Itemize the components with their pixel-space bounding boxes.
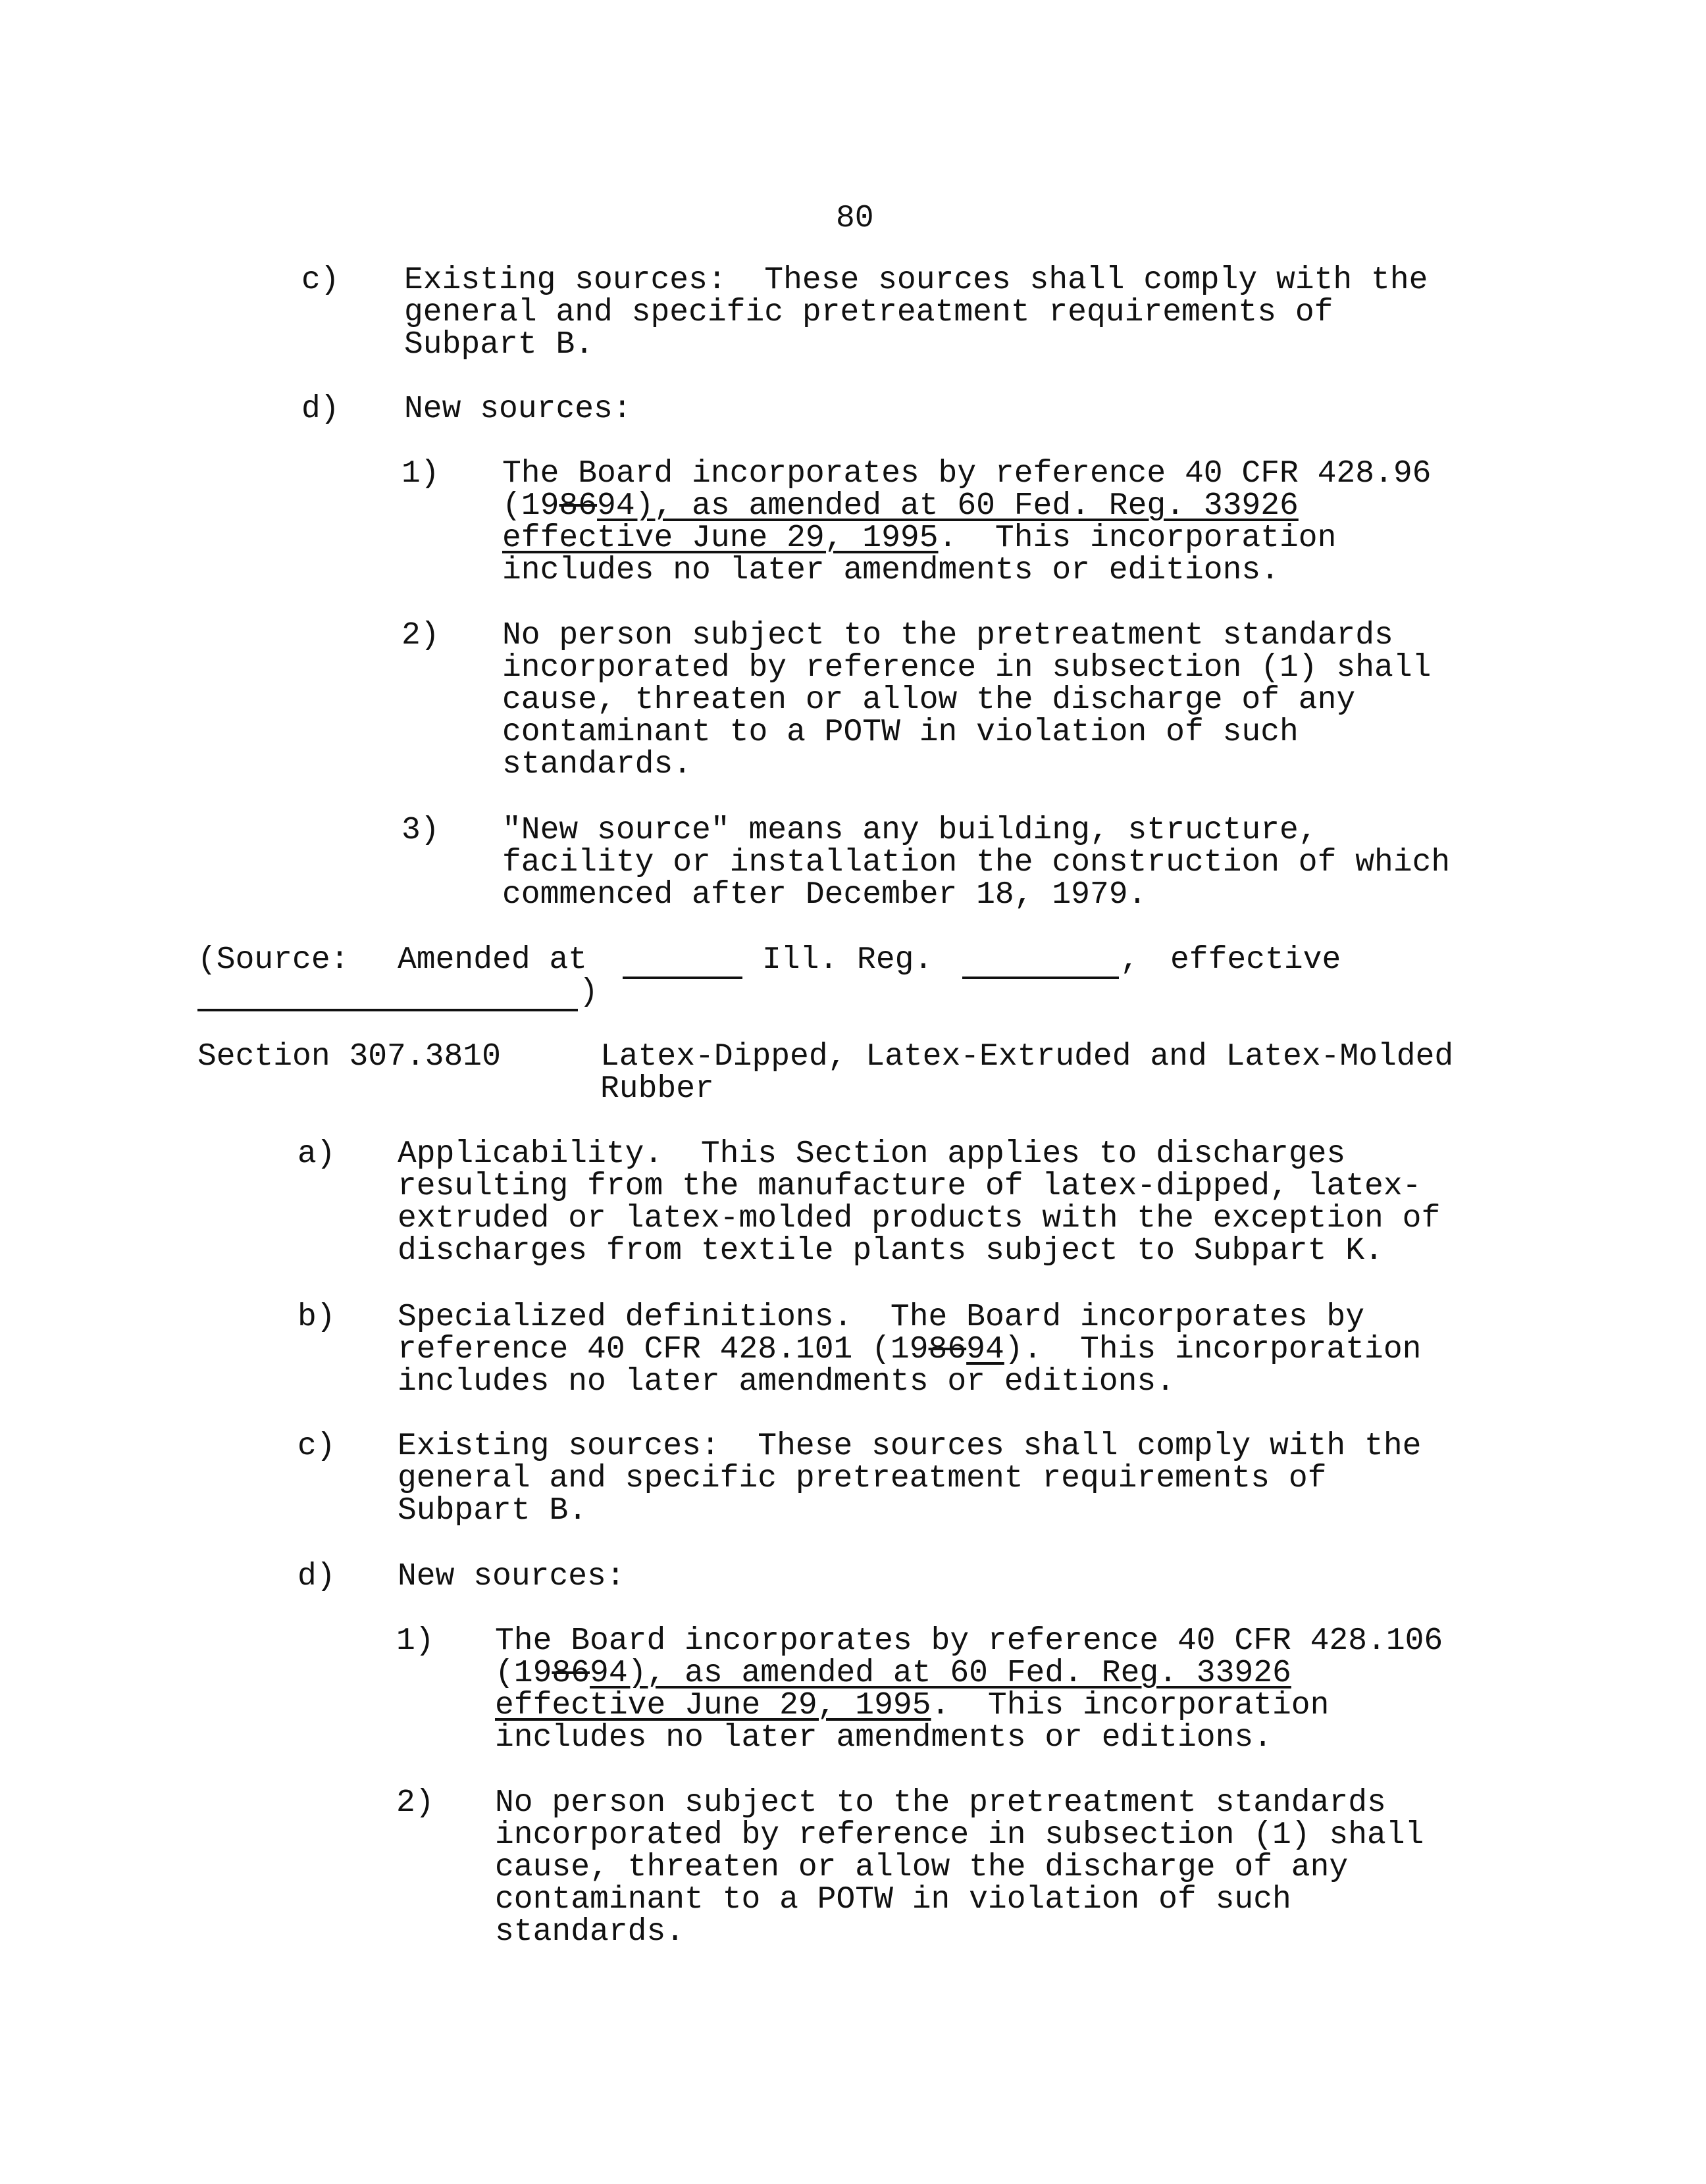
deleted-text: 86 bbox=[552, 1656, 590, 1691]
source-note-close: ) bbox=[579, 975, 598, 1010]
text-segment: ). This incorporation bbox=[1004, 1332, 1422, 1367]
item-c-text bbox=[404, 265, 1428, 361]
item-d-marker: d) bbox=[297, 1559, 336, 1594]
subitem-1-text bbox=[495, 1625, 1443, 1754]
subitem-2-marker: 2) bbox=[396, 1785, 434, 1821]
item-d-heading: New sources: bbox=[404, 392, 632, 427]
subitem-3-marker: 3) bbox=[401, 813, 440, 848]
text-line: standards. bbox=[502, 747, 692, 782]
text-segment: . This incorporation bbox=[938, 521, 1337, 556]
deleted-text: 86 bbox=[928, 1332, 967, 1367]
subitem-1-marker: 1) bbox=[401, 456, 440, 492]
text-line: standards. bbox=[495, 1914, 685, 1950]
text-line: cause, threaten or allow the discharge of any bbox=[502, 682, 1356, 718]
text-line: includes no later amendments or editions. bbox=[495, 1720, 1272, 1756]
text-segment: (19 bbox=[502, 488, 559, 524]
deleted-text: 86 bbox=[559, 488, 598, 524]
source-note-ill-reg: Ill. Reg. bbox=[762, 942, 933, 978]
text-line bbox=[495, 1690, 1443, 1722]
inserted-text: 94) bbox=[597, 488, 654, 524]
text-line: incorporated by reference in subsection (1) shall bbox=[502, 650, 1432, 686]
text-line bbox=[398, 1334, 1421, 1366]
item-b-marker: b) bbox=[297, 1300, 336, 1335]
text-line: "New source" means any building, structure, bbox=[502, 813, 1318, 848]
issue-blank bbox=[623, 953, 742, 979]
source-note-label: (Source: bbox=[197, 942, 349, 978]
text-line: discharges from textile plants subject to Subpart K. bbox=[398, 1233, 1383, 1269]
item-d-heading: New sources: bbox=[398, 1559, 625, 1594]
text-line: No person subject to the pretreatment standards bbox=[495, 1785, 1386, 1821]
text-line bbox=[495, 1658, 1443, 1690]
text-line: Latex-Dipped, Latex-Extruded and Latex-Molded bbox=[600, 1039, 1454, 1075]
inserted-text: 94 bbox=[966, 1332, 1004, 1367]
subitem-2-text bbox=[502, 620, 1431, 781]
text-line: includes no later amendments or editions. bbox=[398, 1364, 1175, 1400]
text-line: Existing sources: These sources shall comply with the bbox=[404, 263, 1428, 298]
text-line: Subpart B. bbox=[398, 1493, 588, 1529]
inserted-text: , as amended at 60 Fed. Reg. 33926 bbox=[646, 1656, 1291, 1691]
inserted-text: , as amended at 60 Fed. Reg. 33926 bbox=[654, 488, 1299, 524]
item-c-marker: c) bbox=[297, 1429, 336, 1464]
item-c-marker: c) bbox=[301, 263, 340, 298]
text-line: facility or installation the construction of which bbox=[502, 845, 1451, 880]
subitem-2-text bbox=[495, 1787, 1424, 1948]
text-line: incorporated by reference in subsection (1) shall bbox=[495, 1817, 1424, 1853]
text-line: includes no later amendments or editions. bbox=[502, 553, 1280, 588]
subitem-2-marker: 2) bbox=[401, 618, 440, 653]
item-a-marker: a) bbox=[297, 1136, 336, 1172]
text-line: extruded or latex-molded products with the exception of bbox=[398, 1201, 1441, 1236]
text-segment: (19 bbox=[495, 1656, 552, 1691]
item-c-text bbox=[398, 1431, 1421, 1527]
effective-date-blank bbox=[197, 985, 578, 1011]
subitem-1-marker: 1) bbox=[396, 1623, 434, 1659]
section-number: Section 307.3810 bbox=[197, 1039, 501, 1075]
inserted-text: 94) bbox=[590, 1656, 647, 1691]
subitem-3-text bbox=[502, 815, 1450, 911]
page-number: 80 bbox=[836, 201, 874, 236]
text-line: contaminant to a POTW in violation of such bbox=[495, 1882, 1291, 1917]
text-line: contaminant to a POTW in violation of such bbox=[502, 715, 1299, 750]
text-line: Specialized definitions. The Board incorporates by bbox=[398, 1300, 1365, 1335]
text-line: Rubber bbox=[600, 1071, 714, 1107]
text-line: The Board incorporates by reference 40 CFR 428.96 bbox=[502, 456, 1432, 492]
source-note-comma: , bbox=[1120, 942, 1139, 978]
text-line: cause, threaten or allow the discharge of any bbox=[495, 1850, 1349, 1885]
subitem-1-text bbox=[502, 458, 1431, 587]
text-line: No person subject to the pretreatment standards bbox=[502, 618, 1393, 653]
text-segment: . This incorporation bbox=[931, 1688, 1330, 1723]
item-d-marker: d) bbox=[301, 392, 340, 427]
inserted-text: effective June 29, 1995 bbox=[502, 521, 939, 556]
section-title bbox=[600, 1041, 1453, 1105]
text-line bbox=[502, 490, 1431, 522]
inserted-text: effective June 29, 1995 bbox=[495, 1688, 931, 1723]
text-line: Subpart B. bbox=[404, 327, 594, 363]
source-note-effective: effective bbox=[1170, 942, 1341, 978]
text-line: general and specific pretreatment requirements of bbox=[404, 295, 1333, 330]
text-line bbox=[502, 522, 1431, 555]
text-line: The Board incorporates by reference 40 CFR 428.106 bbox=[495, 1623, 1443, 1659]
text-line: resulting from the manufacture of latex-dipped, latex- bbox=[398, 1169, 1422, 1204]
item-a-text bbox=[398, 1138, 1440, 1267]
page-blank bbox=[962, 953, 1119, 979]
item-b-text bbox=[398, 1302, 1421, 1398]
text-segment: reference 40 CFR 428.101 (19 bbox=[398, 1332, 929, 1367]
text-line: commenced after December 18, 1979. bbox=[502, 877, 1147, 913]
text-line: general and specific pretreatment requirements of bbox=[398, 1461, 1327, 1496]
source-note-amended: Amended at bbox=[398, 942, 588, 978]
text-line: Applicability. This Section applies to discharges bbox=[398, 1136, 1346, 1172]
text-line: Existing sources: These sources shall comply with the bbox=[398, 1429, 1422, 1464]
